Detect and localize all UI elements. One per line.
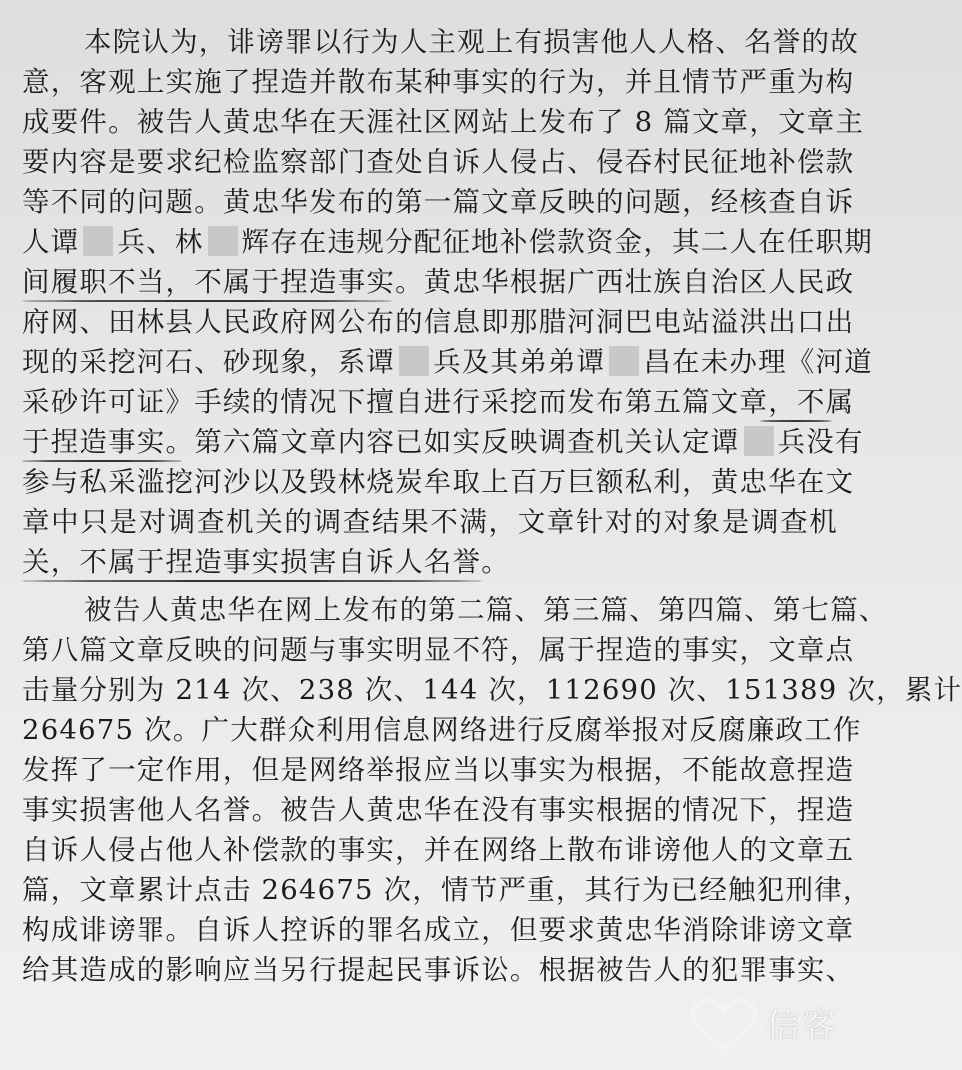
text-line: 采砂许可证》手续的情况下擅自进行采挖而发布第五篇文章，不属 bbox=[22, 386, 855, 418]
text-line: 成要件。被告人黄忠华在天涯社区网站上发布了 8 篇文章，文章主 bbox=[22, 106, 865, 138]
text-segment: 人谭 bbox=[22, 226, 80, 258]
text-line: 等不同的问题。黄忠华发布的第一篇文章反映的问题，经核查自诉 bbox=[22, 186, 855, 218]
text-segment: 辉存在违规分配征地补偿款资金，其二人在任职期 bbox=[241, 226, 873, 258]
handwritten-underline bbox=[22, 460, 182, 462]
text-line: 意，客观上实施了捏造并散布某种事实的行为，并且情节严重为构 bbox=[22, 66, 855, 98]
text-line: 事实损害他人名誉。被告人黄忠华在没有事实根据的情况下，捏造 bbox=[22, 794, 855, 826]
text-line bbox=[22, 424, 864, 464]
text-line: 被告人黄忠华在网上发布的第二篇、第三篇、第四篇、第七篇、 bbox=[84, 594, 888, 626]
redaction-block bbox=[744, 426, 774, 456]
redaction-block bbox=[399, 346, 429, 376]
redaction-block bbox=[208, 226, 238, 256]
text-line: 府网、田林县人民政府网公布的信息即那腊河洞巴电站溢洪出口出 bbox=[22, 306, 855, 338]
text-line: 自诉人侵占他人补偿款的事实，并在网络上散布诽谤他人的文章五 bbox=[22, 834, 855, 866]
text-line: 第八篇文章反映的问题与事实明显不符，属于捏造的事实，文章点 bbox=[22, 634, 855, 666]
redaction-block bbox=[609, 346, 639, 376]
text-line: 本院认为，诽谤罪以行为人主观上有损害他人人格、名誉的故 bbox=[84, 26, 859, 58]
text-line: 264675 次。广大群众利用信息网络进行反腐举报对反腐廉政工作 bbox=[22, 714, 862, 746]
watermark-text: 信客 bbox=[766, 1006, 838, 1046]
text-line: 给其造成的影响应当另行提起民事诉讼。根据被告人的犯罪事实、 bbox=[22, 954, 855, 986]
text-segment: 昌在未办理《河道 bbox=[643, 346, 873, 378]
watermark-logo bbox=[678, 990, 848, 1060]
text-segment: 兵、林 bbox=[117, 226, 204, 258]
text-line: 构成诽谤罪。自诉人控诉的罪名成立，但要求黄忠华消除诽谤文章 bbox=[22, 914, 855, 946]
text-line bbox=[22, 344, 873, 384]
handwritten-underline bbox=[22, 300, 392, 302]
text-line: 关，不属于捏造事实损害自诉人名誉。 bbox=[22, 546, 510, 578]
text-segment: 兵及其弟弟谭 bbox=[433, 346, 606, 378]
text-segment: 于捏造事实。第六篇文章内容已如实反映调查机关认定谭 bbox=[22, 426, 740, 458]
text-line: 参与私采滥挖河沙以及毁林烧炭牟取上百万巨额私利，黄忠华在文 bbox=[22, 466, 855, 498]
text-line: 间履职不当，不属于捏造事实。黄忠华根据广西壮族自治区人民政 bbox=[22, 266, 855, 298]
text-segment: 现的采挖河石、砂现象，系谭 bbox=[22, 346, 396, 378]
text-line: 要内容是要求纪检监察部门查处自诉人侵占、侵吞村民征地补偿款 bbox=[22, 146, 855, 178]
text-line: 击量分别为 214 次、238 次、144 次，112690 次、151389 次，累计 bbox=[22, 674, 962, 706]
redaction-block bbox=[83, 226, 113, 256]
heart-icon bbox=[684, 994, 764, 1054]
text-line: 发挥了一定作用，但是网络举报应当以事实为根据，不能故意捏造 bbox=[22, 754, 855, 786]
handwritten-underline bbox=[760, 420, 832, 422]
text-line: 章中只是对调查机关的调查结果不满，文章针对的对象是调查机 bbox=[22, 506, 838, 538]
text-line bbox=[22, 224, 873, 264]
text-segment: 兵没有 bbox=[777, 426, 864, 458]
text-line: 篇，文章累计点击 264675 次，情节严重，其行为已经触犯刑律， bbox=[22, 874, 872, 906]
handwritten-underline bbox=[22, 580, 482, 582]
